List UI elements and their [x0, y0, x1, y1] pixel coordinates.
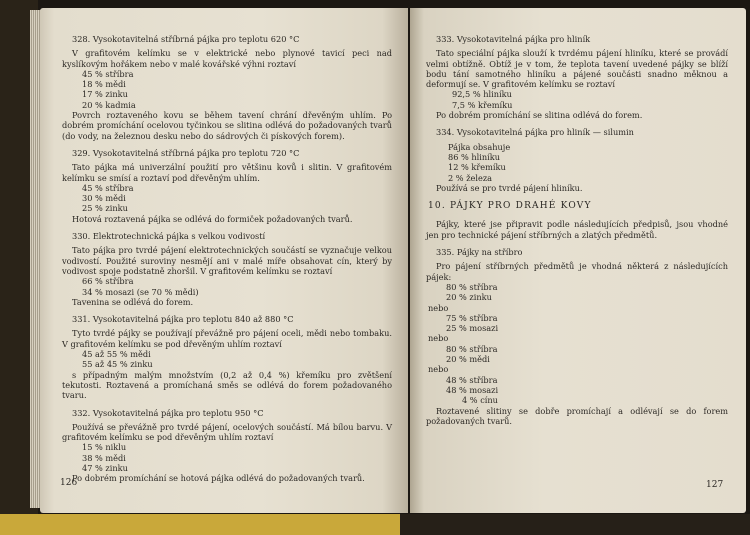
ingredient-line: 48 % mosazi: [446, 384, 499, 395]
recipe-heading: 331. Vysokotavitelná pájka pro teplotu 840 až 880 °C: [72, 314, 294, 325]
recipe-heading: 329. Vysokotavitelná stříbrná pájka pro teplotu 720 °C: [72, 147, 300, 158]
ingredient-line: 38 % mědi: [82, 452, 126, 463]
paragraph: Roztavené slitiny se dobře promíchají a odlévají se do forem požadovaných tvarů.: [426, 405, 728, 426]
paragraph: Povrch roztaveného kovu se během tavení chrání dřevěným uhlím. Po dobrém promíchání ocelovou tyčinkou se slitina odlévá do požadovaných tvarů (do vody, na železnou desku nebo do sádrových či pískových forem).: [62, 110, 392, 141]
alternative-word: nebo: [428, 333, 449, 344]
left-page-number: 126: [60, 478, 78, 488]
ingredient-line: 7,5 % křemíku: [452, 99, 513, 110]
paragraph: Hotová roztavená pájka se odlévá do formiček požadovaných tvarů.: [72, 213, 353, 224]
right-page-number: 127: [706, 480, 724, 490]
table-surface: [400, 514, 750, 535]
paragraph: Pro pájení stříbrných předmětů je vhodná některá z následujících pájek:: [426, 261, 728, 282]
paragraph: Po dobrém promíchání se slitina odlévá do forem.: [436, 110, 643, 121]
ingredient-line: 66 % stříbra: [82, 276, 134, 287]
right-page: [410, 8, 746, 513]
book-cover-bottom: [0, 514, 430, 535]
recipe-heading: 332. Vysokotavitelná pájka pro teplotu 950 °C: [72, 407, 264, 418]
paragraph: Tyto tvrdé pájky se používají převážně pro pájení oceli, mědi nebo tombaku. V grafitovém kelímku se pod dřevěným uhlím roztaví: [62, 328, 392, 349]
left-page: [40, 8, 408, 513]
paragraph: V grafitovém kelímku se v elektrické nebo plynové tavicí peci nad kyslíkovým hořákem nebo v malé kovářské výhni roztaví: [62, 48, 392, 69]
spacer: [62, 141, 392, 148]
ingredient-line: 30 % mědi: [82, 193, 126, 204]
ingredient-line: 80 % stříbra: [446, 281, 498, 292]
ingredient-line: 25 % mosazi: [446, 323, 499, 334]
paragraph: Pájky, které jse připravit podle následujících předpisů, jsou vhodné jen pro technické pájení stříbrných a zlatých předmětů.: [426, 219, 728, 240]
ingredient-line: 17 % zinku: [82, 89, 128, 100]
recipe-heading: 334. Vysokotavitelná pájka pro hliník — silumin: [436, 127, 634, 138]
ingredient-line: 18 % mědi: [82, 79, 126, 90]
spacer: [62, 224, 392, 231]
ingredient-line: 20 % kadmia: [82, 99, 136, 110]
recipe-heading: 330. Elektrotechnická pájka s velkou vodivostí: [72, 231, 266, 242]
ingredient-line: 45 až 55 % mědi: [82, 349, 151, 360]
ingredient-line: 12 % křemíku: [448, 162, 506, 173]
paragraph: Používá se převážně pro tvrdé pájení, ocelových součástí. Má bílou barvu. V grafitovém kelímku se pod dřevěným uhlím roztaví: [62, 421, 392, 443]
spacer: [426, 120, 728, 127]
alternative-word: nebo: [428, 302, 449, 313]
chapter-heading: 10. PÁJKY PRO DRAHÉ KOVY: [428, 201, 592, 212]
paragraph: Po dobrém promíchání se hotová pájka odlévá do požadovaných tvarů.: [72, 473, 365, 484]
ingredient-line: 86 % hliníku: [448, 151, 501, 162]
left-page-text: [62, 34, 392, 484]
ingredient-line: 15 % niklu: [82, 442, 127, 453]
ingredient-line: 20 % mědi: [446, 354, 490, 365]
ingredient-line: 45 % stříbra: [82, 182, 134, 193]
recipe-heading: 333. Vysokotavitelná pájka pro hliník: [436, 34, 591, 44]
ingredient-line: Pájka obsahuje: [448, 141, 511, 152]
ingredient-line: 4 % cínu: [462, 395, 498, 406]
paragraph: s případným malým množstvím (0,2 až 0,4 %) křemíku pro zvětšení tekutosti. Roztavená a promíchaná směs se odlévá do forem požadovaného tvaru.: [62, 369, 392, 401]
recipe-heading: 335. Pájky na stříbro: [436, 247, 523, 258]
ingredient-line: 48 % stříbra: [446, 374, 498, 385]
ingredient-line: 45 % stříbra: [82, 68, 134, 79]
ingredient-line: 55 až 45 % zinku: [82, 359, 153, 370]
ingredient-line: 75 % stříbra: [446, 312, 498, 323]
ingredient-line: 2 % železa: [448, 172, 493, 183]
ingredient-line: 25 % zinku: [82, 203, 128, 214]
paragraph: Tato speciální pájka slouží k tvrdému pájení hliníku, které se provádí velmi obtížně. Obtíž je v tom, že teplota tavení uvedené pájky se blíží bodu tání samotného hliníku a pájené součásti snadno měknou a deformují se. V grafitovém kelímku se roztaví: [426, 48, 728, 90]
ingredient-line: 20 % zinku: [446, 292, 492, 303]
alternative-word: nebo: [428, 364, 449, 375]
recipe-heading: 328. Vysokotavitelná stříbrná pájka pro teplotu 620 °C: [72, 34, 300, 44]
ingredient-line: 47 % zinku: [82, 462, 128, 473]
ingredient-line: 34 % mosazi (se 70 % mědi): [82, 286, 199, 297]
paragraph: Tato pájka pro tvrdé pájení elektrotechnických součástí se vyznačuje velkou vodivostí. Použité suroviny nesmějí ani v malé míře obsahovat cín, který by vodivost spoje podstatně zhoršil. V grafitovém kelímku se roztaví: [62, 245, 392, 276]
spacer: [62, 307, 392, 314]
ingredient-line: 92,5 % hliníku: [452, 89, 512, 100]
paragraph: Tavenina se odlévá do forem.: [72, 296, 194, 307]
paragraph: Tato pájka má univerzální použití pro většinu kovů i slitin. V grafitovém kelímku se smísí a roztaví pod dřevěným uhlím.: [62, 162, 392, 183]
ingredient-line: 80 % stříbra: [446, 343, 498, 354]
paragraph: Používá se pro tvrdé pájení hliníku.: [436, 182, 583, 193]
right-page-text: [426, 34, 728, 426]
spacer: [426, 240, 728, 247]
spacer: [62, 401, 392, 408]
